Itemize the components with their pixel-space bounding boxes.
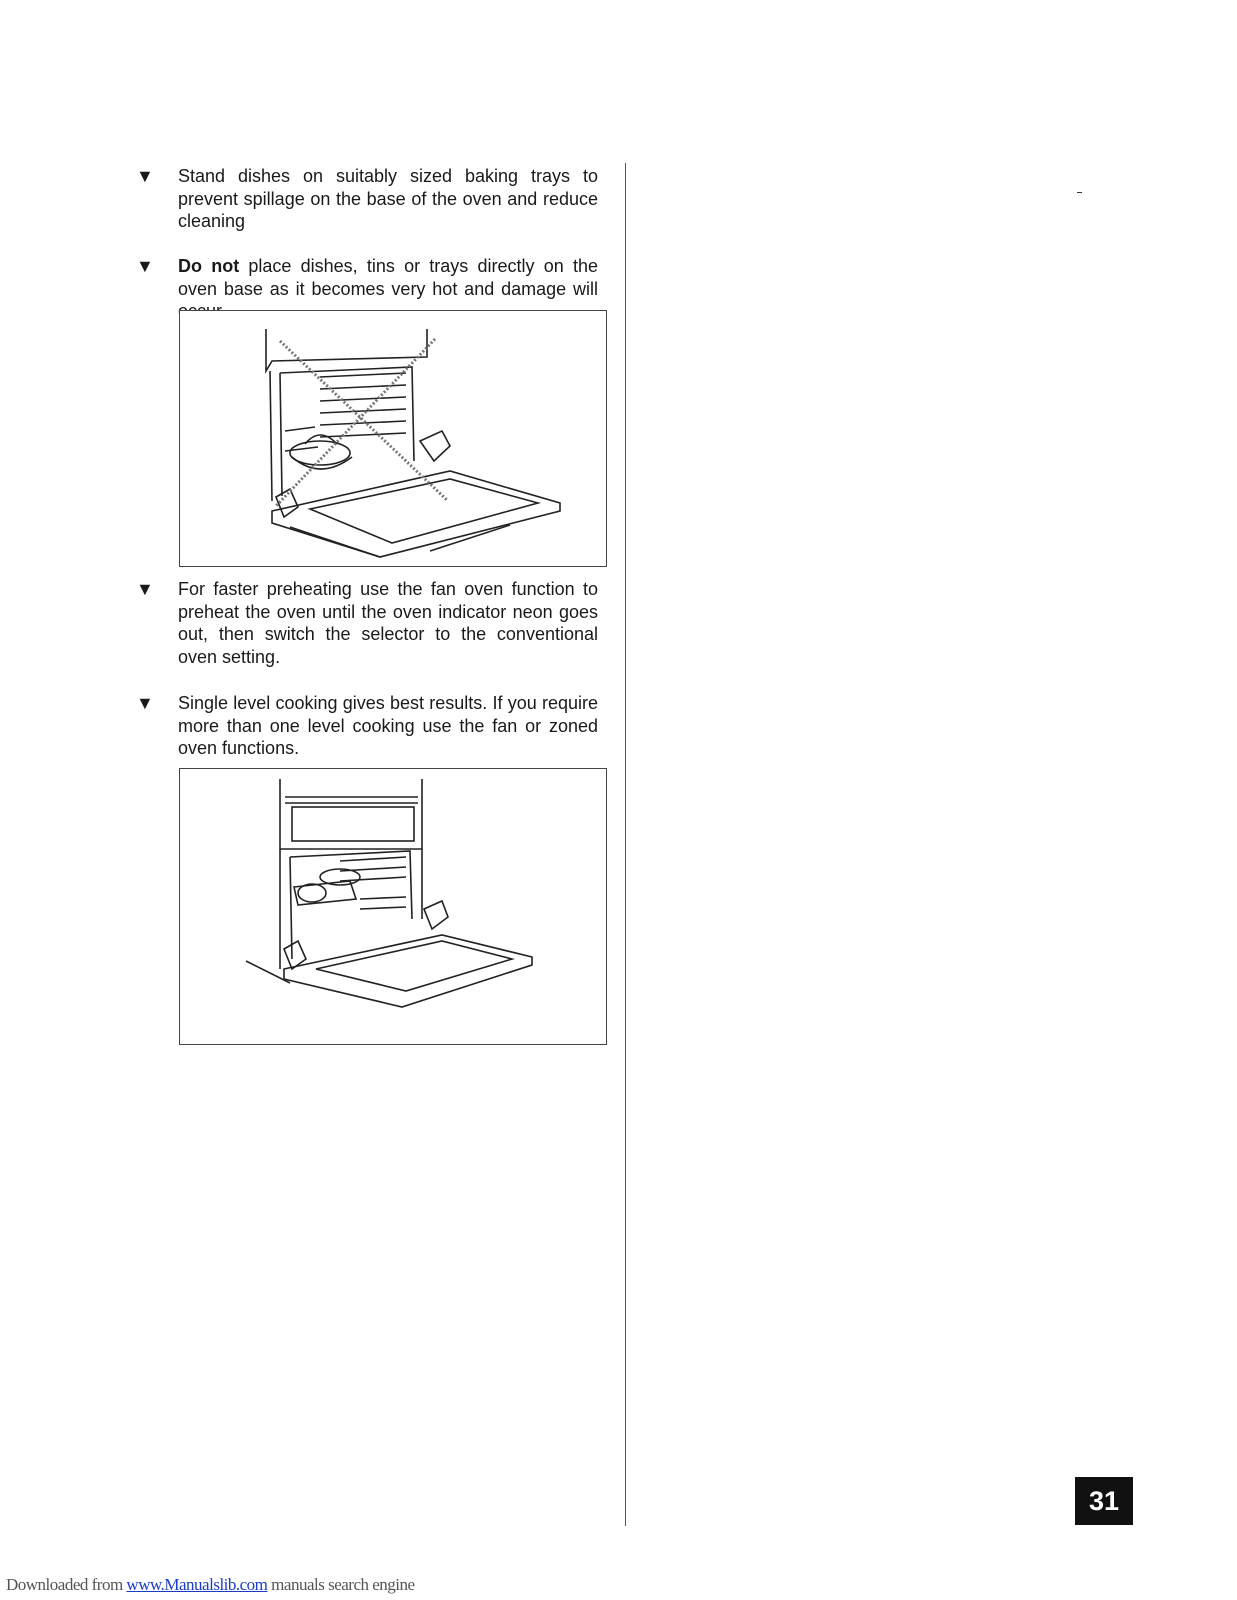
manualslib-link[interactable]: www.Manualslib.com — [126, 1575, 268, 1594]
footer-prefix: Downloaded from — [6, 1575, 127, 1594]
column-divider — [625, 163, 626, 1526]
footer-suffix: manuals search engine — [267, 1575, 415, 1594]
bullet-text: Single level cooking gives best results. If you require more than one level cooking use the fan or zoned oven functions. — [178, 693, 598, 758]
crossed-oven-drawing — [180, 311, 606, 566]
bullet-text: Stand dishes on suitably sized baking trays to prevent spillage on the base of the oven and reduce cleaning — [178, 166, 598, 231]
bullet-arrow-icon: ▼ — [136, 256, 154, 276]
bullet-arrow-icon: ▼ — [136, 579, 154, 599]
scan-mark — [1077, 192, 1082, 193]
bullet-arrow-icon: ▼ — [136, 166, 154, 186]
bullet-arrow-icon: ▼ — [136, 693, 154, 713]
bullet-body-text: place dishes, tins or trays directly on the oven base as it becomes very hot and damage will — [178, 256, 598, 299]
footer-attribution — [6, 1575, 415, 1595]
oven-open-door-drawing — [180, 769, 606, 1044]
page-number: 31 — [1075, 1477, 1133, 1525]
oven-base-warning-illustration — [179, 310, 607, 567]
single-level-cooking-illustration — [179, 768, 607, 1045]
bullet-bold-text: Do not — [178, 256, 240, 276]
bullet-text: For faster preheating use the fan oven function to preheat the oven until the oven indicator neon goes out, then switch the selector to the conventional oven setting. — [178, 579, 598, 667]
